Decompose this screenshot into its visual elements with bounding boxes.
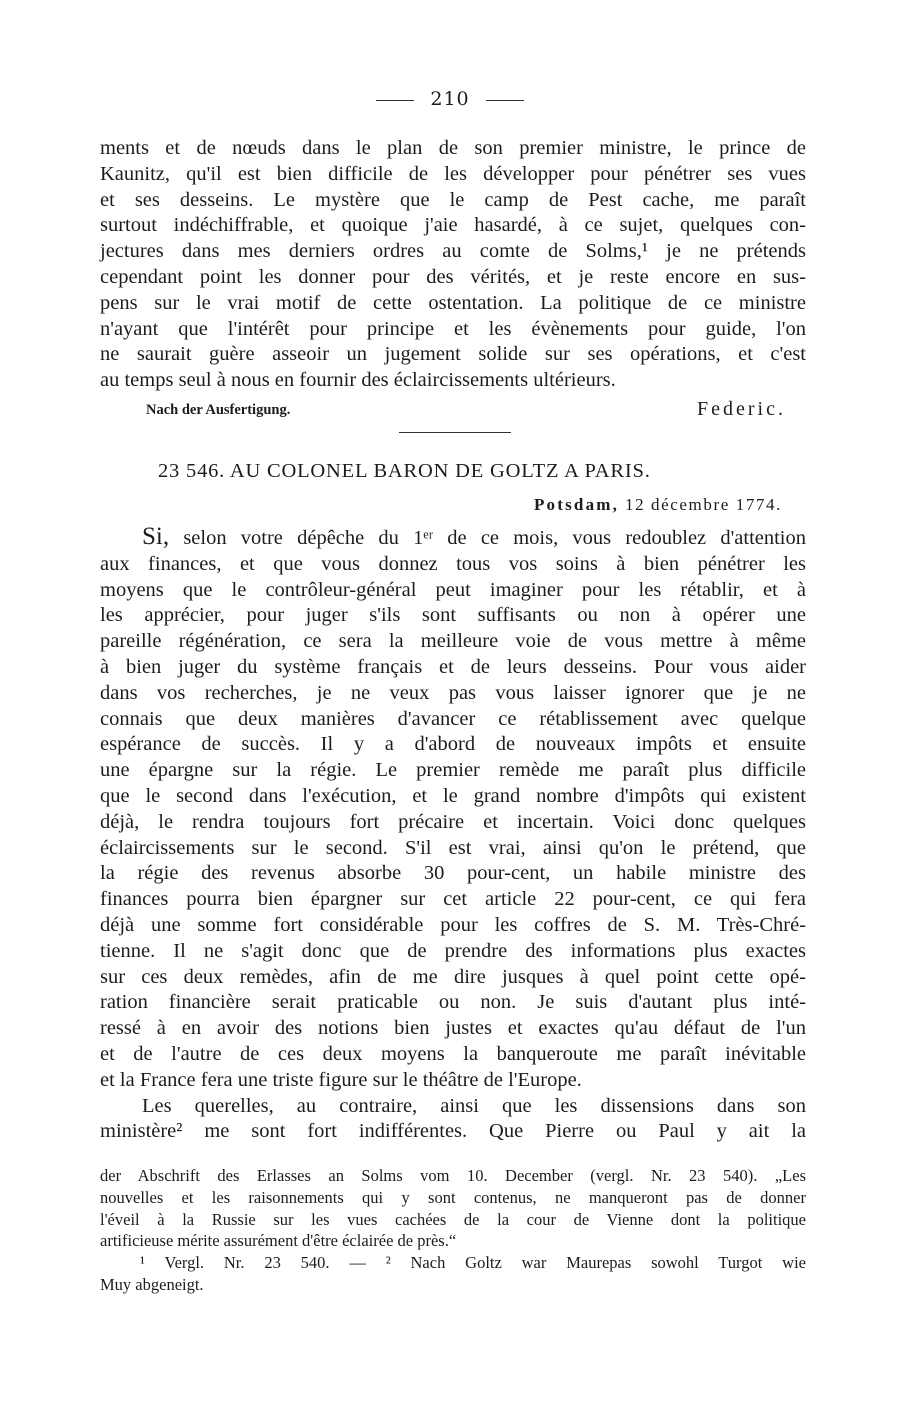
footnotes [100, 1165, 806, 1296]
text-line: déjà, le rendra toujours fort précaire et incertain. Voici donc quelques [100, 810, 806, 833]
text-line: pens sur le vrai motif de cette ostentation. La politique de ce ministre [100, 291, 806, 314]
previous-letter-text [100, 136, 806, 394]
text-line: ressé à en avoir des notions bien justes et exactes qu'au défaut de l'un [100, 1017, 806, 1040]
letter-title: 23 546. AU COLONEL BARON DE GOLTZ A PARIS. [158, 460, 651, 482]
text-line: et ses desseins. Le mystère que le camp de Pest cache, me paraît [100, 188, 806, 211]
text-line: finances pourra bien épargner sur cet article 22 pour-cent, ce qui fera [100, 888, 806, 911]
text-line: Les querelles, au contraire, ainsi que les dissensions dans son [142, 1094, 806, 1117]
page-header [0, 88, 900, 110]
source-note: Nach der Ausfertigung. [146, 402, 291, 418]
text-line: tienne. Il ne s'agit donc que de prendre des informations plus exactes [100, 939, 806, 962]
section-divider [399, 432, 511, 433]
footnote-line: nouvelles et les raisonnements qui y sont contenus, ne manqueront pas de donner [100, 1187, 806, 1207]
text-line: ministère² me sont fort indifférentes. Que Pierre ou Paul y ait la [100, 1120, 806, 1143]
text-line: connais que deux manières d'avancer ce rétablissement avec quelque [100, 707, 806, 730]
text-line: n'ayant que l'intérêt pour principe et les évènements pour guide, l'on [100, 317, 806, 340]
footnote-line: Muy abgeneigt. [100, 1274, 204, 1294]
header-rule-left [376, 100, 414, 101]
text-line [100, 524, 806, 552]
footnote-line: artificieuse mérite assurément d'être éclairée de près.“ [100, 1231, 457, 1251]
text-line: ments et de nœuds dans le plan de son premier ministre, le prince de [100, 137, 806, 159]
text-line: et la France fera une triste figure sur le théâtre de l'Europe. [100, 1068, 582, 1091]
text-line: moyens que le contrôleur-général peut imaginer pour les rétablir, et à [100, 578, 806, 601]
text-line: Kaunitz, qu'il est bien difficile de les développer pour pénétrer ses vues [100, 162, 806, 185]
footnote-line: l'éveil à la Russie sur les vues cachées de la cour de Vienne dont la politique [100, 1209, 806, 1229]
letter-date: 12 décembre 1774. [624, 495, 782, 514]
text-line: éclaircissements sur le second. S'il est vrai, ainsi qu'on le prétend, que [100, 836, 806, 859]
text-line: ne saurait guère asseoir un jugement solide sur ses opérations, et c'est [100, 343, 806, 366]
text-line: ration financière serait praticable ou non. Je suis d'autant plus inté- [100, 991, 806, 1014]
opening-line-rest: selon votre dépêche du 1ᵉʳ de ce mois, vous redoublez d'attention [183, 527, 807, 549]
signature-row [146, 398, 786, 422]
letter-body [100, 524, 806, 1145]
text-line: une épargne sur la régie. Le premier remède me paraît plus difficile [100, 759, 806, 782]
text-line: jectures dans mes derniers ordres au comte de Solms,¹ je ne prétends [100, 240, 806, 263]
opening-word: Si, [142, 523, 170, 550]
text-line: à bien juger du système français et de leurs desseins. Pour vous aider [100, 655, 806, 678]
text-line: espérance de succès. Il y a d'abord de nouveaux impôts et ensuite [100, 733, 806, 756]
text-line: aux finances, et que vous donnez tous vos soins à bien pénétrer les [100, 552, 806, 575]
text-line: les apprécier, pour juger s'ils sont suffisants ou non à opérer une [100, 604, 806, 627]
text-line: dans vos recherches, je ne veux pas vous laisser ignorer que je ne [100, 681, 806, 704]
text-line: et de l'autre de ces deux moyens la banqueroute me paraît inévitable [100, 1042, 806, 1065]
text-line: surtout indéchiffrable, et quoique j'aie hasardé, à ce sujet, quelques con- [100, 214, 806, 237]
text-line: que le second dans l'exécution, et le grand nombre d'impôts qui existent [100, 784, 806, 807]
text-line: pareille régénération, ce sera la meilleure voie de vous mettre à même [100, 630, 806, 653]
header-rule-right [486, 100, 524, 101]
text-line: sur ces deux remèdes, afin de me dire jusques à quel point cette opé- [100, 965, 806, 988]
footnote-line: der Abschrift des Erlasses an Solms vom 10. December (vergl. Nr. 23 540). „Les [100, 1166, 806, 1185]
place-name: Potsdam, [533, 495, 620, 514]
text-line: la régie des revenus absorbe 30 pour-cent, un habile ministre des [100, 862, 806, 885]
signature: Federic. [697, 398, 786, 420]
text-line: déjà une somme fort considérable pour les coffres de S. M. Très-Chré- [100, 913, 806, 936]
page-number: 210 [430, 88, 470, 110]
place-date [534, 495, 782, 515]
text-line: au temps seul à nous en fournir des éclaircissements ultérieurs. [100, 369, 616, 392]
footnote-references: ¹ Vergl. Nr. 23 540. — ² Nach Goltz war Maurepas sowohl Turgot wie [140, 1253, 806, 1273]
text-line: cependant point les donner pour des vérités, et je reste encore en sus- [100, 265, 806, 288]
